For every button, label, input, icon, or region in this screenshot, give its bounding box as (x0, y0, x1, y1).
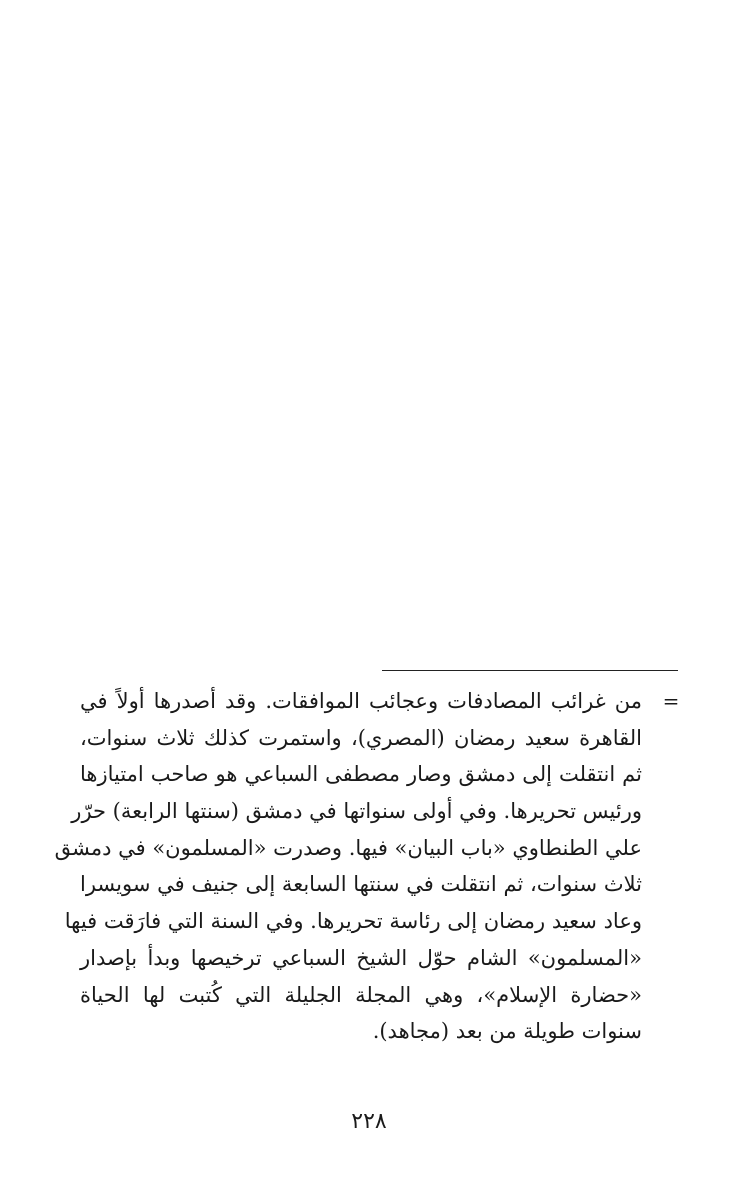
footnote-line: ثم انتقلت إلى دمشق وصار مصطفى السباعي هو صاحب امتيازها (80, 762, 642, 787)
footnote-line: ثلاث سنوات، ثم انتقلت في سنتها السابعة إلى جنيف في سويسرا (80, 872, 642, 897)
footnote-line: «المسلمون» الشام حوّل الشيخ السباعي ترخيصها وبدأ بإصدار (80, 945, 642, 970)
footnote-line: «حضارة الإسلام»، وهي المجلة الجليلة التي كُتبت لها الحياة (80, 982, 642, 1007)
page-number: ٢٢٨ (351, 1109, 387, 1134)
footnote-line: القاهرة سعيد رمضان (المصري)، واستمرت كذلك ثلاث سنوات، (80, 725, 642, 750)
footnote-line: سنوات طويلة من بعد (مجاهد). (372, 1019, 642, 1044)
footnote-line: ورئيس تحريرها. وفي أولى سنواتها في دمشق (سنتها الرابعة) حرّر (71, 799, 642, 824)
footnote-line: علي الطنطاوي «باب البيان» فيها. وصدرت «المسلمون» في دمشق (54, 835, 642, 860)
footnote-line: وعاد سعيد رمضان إلى رئاسة تحريرها. وفي السنة التي فارَقت فيها (64, 909, 642, 934)
footnote-text (54, 683, 678, 1050)
footnote-separator-rule (382, 670, 678, 671)
footnote-line: من غرائب المصادفات وعجائب الموافقات. وقد أصدرها أولاً في (80, 689, 642, 713)
footnote-continuation-mark: = (662, 689, 680, 713)
